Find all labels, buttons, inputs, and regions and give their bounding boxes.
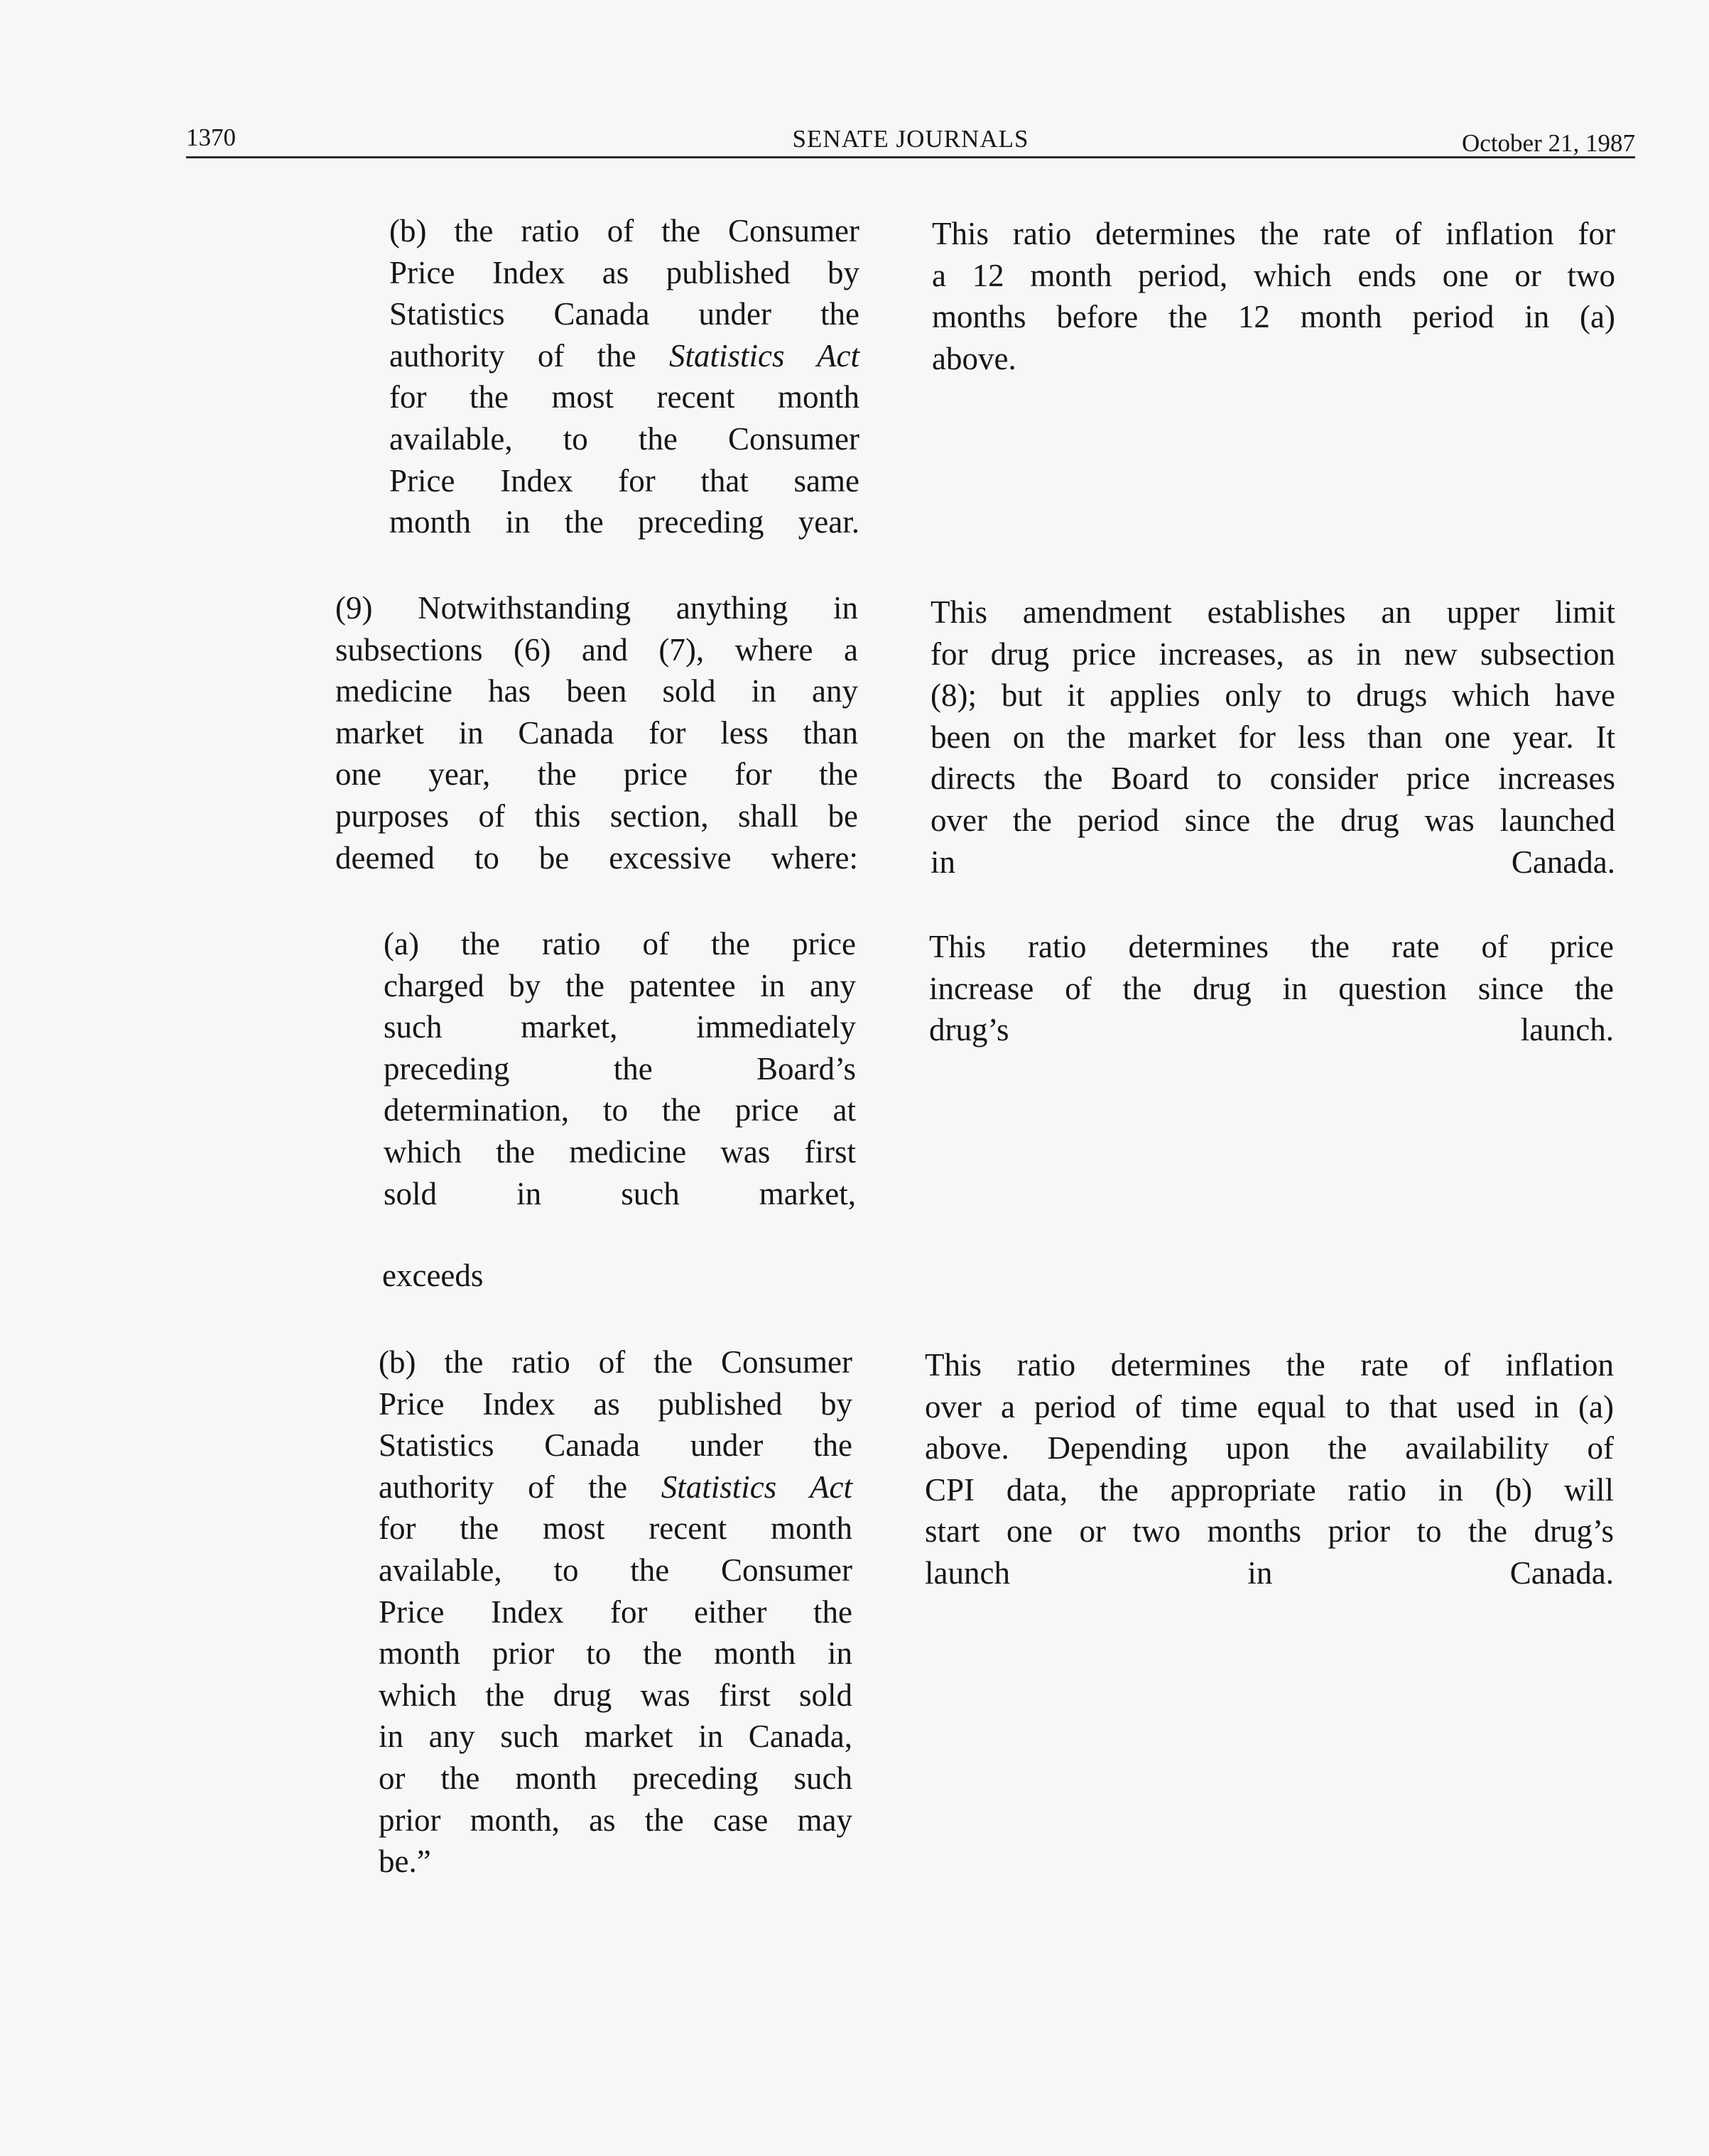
text-line: This ratio determines the rate of price (929, 929, 1614, 964)
text-line: (b) the ratio of the Consumer (389, 213, 859, 249)
text-line: medicine has been sold in any (335, 673, 858, 709)
text-line: which the drug was first sold (379, 1677, 852, 1713)
text-line: sold in such market, (384, 1175, 856, 1212)
text-line: authority of the Statistics Act (389, 337, 859, 374)
text-line: one year, the price for the (335, 756, 858, 793)
text-line: start one or two months prior to the drug’s (925, 1513, 1614, 1550)
text-line: available, to the Consumer (389, 420, 859, 457)
left-clause-b-second (379, 1341, 852, 1883)
text-line: Price Index as published by (379, 1385, 852, 1422)
text-line: month prior to the month in (379, 1635, 852, 1672)
right-note-subsection-9 (931, 592, 1615, 883)
text-line: exceeds (382, 1258, 484, 1293)
text-line: directs the Board to consider price increases (931, 761, 1615, 797)
right-note-a (929, 926, 1614, 1051)
text-line: been on the market for less than one year. It (931, 719, 1615, 755)
text-line: such market, immediately (384, 1009, 856, 1045)
text-line: increase of the drug in question since the (929, 970, 1614, 1006)
text-line: be.” (379, 1844, 431, 1880)
text-line: charged by the patentee in any (384, 967, 856, 1003)
text-line: purposes of this section, shall be (335, 797, 858, 834)
text-line: above. (932, 340, 1016, 376)
text-line: over a period of time equal to that used in (a) (925, 1388, 1614, 1425)
page-number: 1370 (186, 124, 236, 151)
text-line: month in the preceding year. (389, 504, 859, 540)
journal-date: October 21, 1987 (1462, 129, 1635, 157)
text-line: Price Index as published by (389, 254, 859, 290)
text-line: This ratio determines the rate of inflation for (932, 216, 1615, 251)
left-clause-a (384, 923, 856, 1214)
text-line: authority of the Statistics Act (379, 1469, 852, 1505)
left-subsection-9 (335, 587, 858, 878)
text-line: in any such market in Canada, (379, 1719, 852, 1755)
page-header (186, 121, 1635, 156)
header-rule (186, 156, 1635, 158)
text-line: subsections (6) and (7), where a (335, 631, 858, 668)
left-exceeds (382, 1255, 595, 1297)
text-line: CPI data, the appropriate ratio in (b) will (925, 1471, 1614, 1508)
text-line: above. Depending upon the availability of (925, 1430, 1614, 1466)
right-note-b-first (932, 213, 1615, 379)
right-note-b-second (925, 1344, 1614, 1594)
text-line: market in Canada for less than (335, 714, 858, 751)
text-line: for drug price increases, as in new subsection (931, 636, 1615, 672)
text-line: prior month, as the case may (379, 1802, 852, 1838)
text-line: preceding the Board’s (384, 1050, 856, 1087)
text-line: which the medicine was first (384, 1133, 856, 1170)
text-line: This amendment establishes an upper limit (931, 594, 1615, 630)
text-line: Statistics Canada under the (379, 1427, 852, 1464)
text-line: months before the 12 month period in (a) (932, 299, 1615, 335)
text-line: a 12 month period, which ends one or two (932, 257, 1615, 293)
text-line: over the period since the drug was launched (931, 802, 1615, 838)
text-line: available, to the Consumer (379, 1552, 852, 1588)
text-line: (a) the ratio of the price (384, 926, 856, 962)
text-line: in Canada. (931, 844, 1615, 880)
text-line: for the most recent month (379, 1510, 852, 1547)
text-line: determination, to the price at (384, 1092, 856, 1128)
text-line: Statistics Canada under the (389, 296, 859, 332)
text-line: (b) the ratio of the Consumer (379, 1344, 852, 1380)
text-line: launch in Canada. (925, 1555, 1614, 1591)
text-line: or the month preceding such (379, 1760, 852, 1796)
text-line: Price Index for either the (379, 1594, 852, 1630)
text-line: for the most recent month (389, 379, 859, 415)
text-line: drug’s launch. (929, 1012, 1614, 1048)
text-line: This ratio determines the rate of inflation (925, 1347, 1614, 1383)
text-line: (9) Notwithstanding anything in (335, 590, 858, 626)
text-line: deemed to be excessive where: (335, 839, 858, 876)
text-line: Price Index for that same (389, 462, 859, 499)
running-title: SENATE JOURNALS (792, 125, 1029, 153)
left-clause-b-first (389, 210, 859, 543)
text-line: (8); but it applies only to drugs which have (931, 677, 1615, 714)
